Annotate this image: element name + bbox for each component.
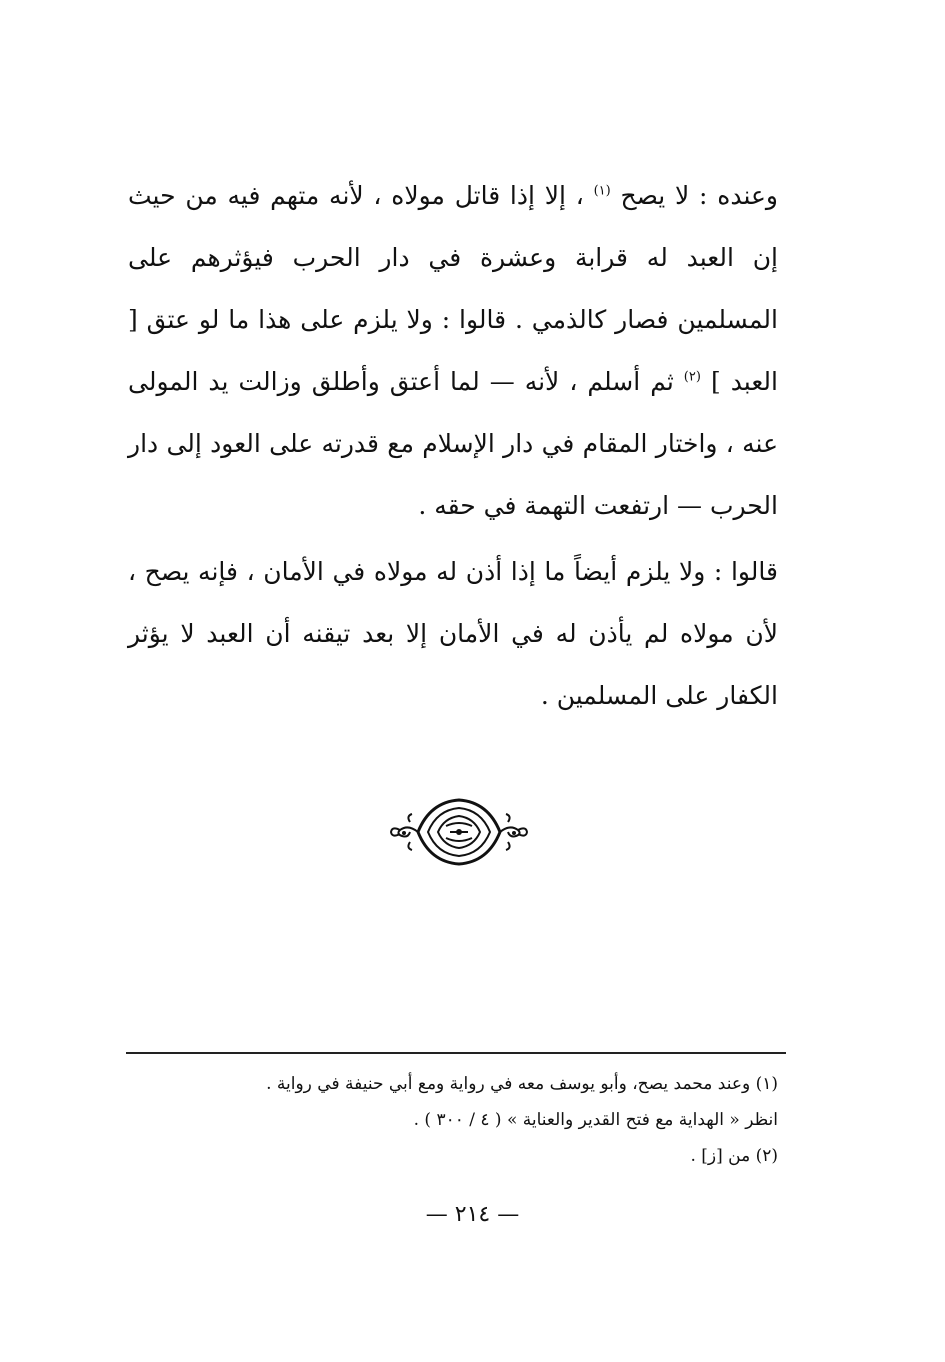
- paragraph-1: [128, 165, 778, 537]
- footnote-1: (١) وعند محمد يصح، وأبو يوسف معه في رواية ومع أبي حنيفة في رواية .: [266, 1074, 778, 1094]
- footnotes: [126, 1066, 778, 1174]
- footnote-marker-1[interactable]: (١): [593, 183, 611, 199]
- paragraph-2: قالوا : ولا يلزم أيضاً ما إذا أذن له مولاه في الأمان ، فإنه يصح ، لأن مولاه لم يأذن له في الأمان إلا بعد تيقنه أن العبد لا يؤثر الكفار على المسلمين .: [128, 557, 778, 710]
- paragraph-1-part-2: ، إلا إذا قاتل مولاه ، لأنه متهم فيه من حيث إن العبد له قرابة وعشرة في دار الحرب فيؤثرهم على المسلمين فصار كالذمي . قالوا : ولا يلزم على هذا ما لو عتق [ العبد ]: [128, 181, 778, 396]
- paragraph-1-part-3: ثم أسلم ، لأنه — لما أعتق وأطلق وزالت يد المولى عنه ، واختار المقام في دار الإسلام مع قدرته على العود إلى دار الحرب — ارتفعت التهمة في حقه .: [128, 367, 778, 520]
- paragraph-1-part-1: وعنده : لا يصح: [620, 181, 779, 210]
- ornament-icon: [388, 794, 530, 870]
- page-number: — ٢١٤ —: [425, 1202, 520, 1227]
- main-text: [128, 165, 778, 727]
- footnote-marker-2[interactable]: (٢): [683, 369, 701, 385]
- footnote-divider: [126, 1052, 786, 1054]
- footnote-1-cont: انظر « الهداية مع فتح القدير والعناية » ( ٤ / ٣٠٠ ) .: [413, 1110, 778, 1130]
- footnote-2: (٢) من [ز] .: [690, 1146, 778, 1166]
